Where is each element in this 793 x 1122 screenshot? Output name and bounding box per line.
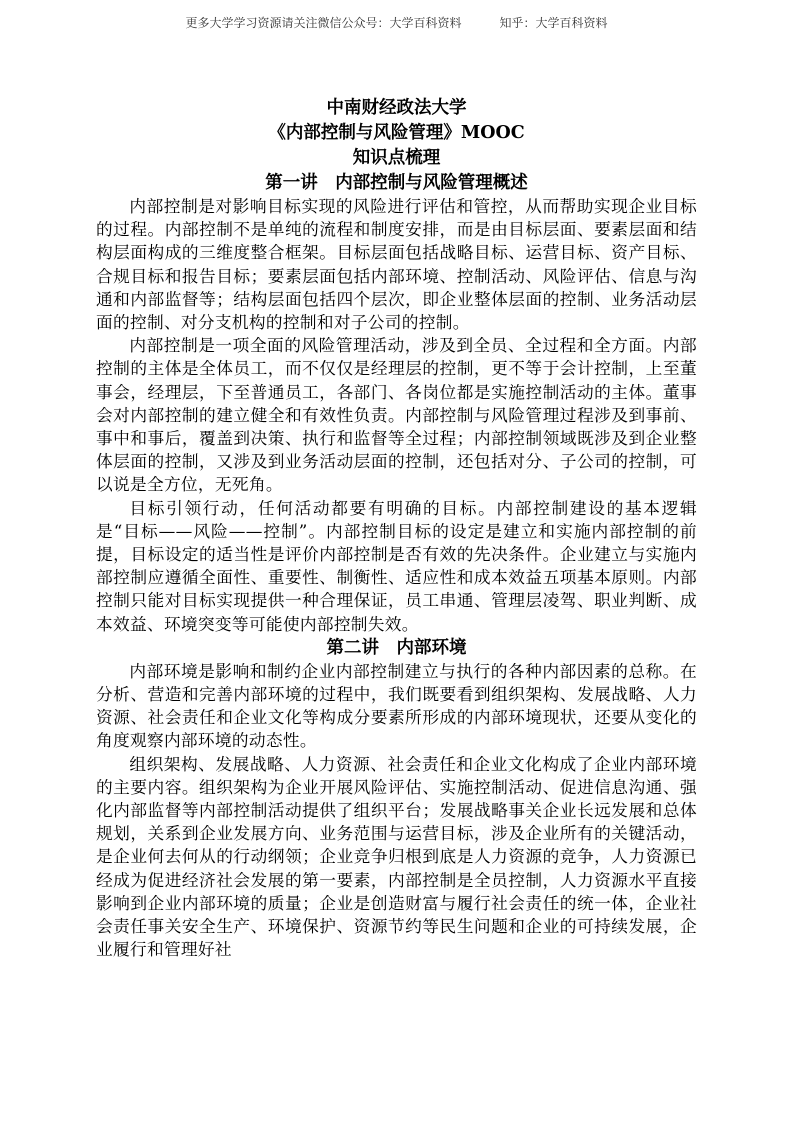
- document-subtitle: 知识点梳理: [352, 148, 441, 168]
- lecture-2-paragraph-2: 组织架构、发展战略、人力资源、社会责任和企业文化构成了企业内部环境的主要内容。组织架构为企业开展风险评估、实施控制活动、促进信息沟通、强化内部监督等内部控制活动提供了组织平台；发展战略事关企业长远发展和总体规划，关系到企业发展方向、业务范围与运营目标，涉及企业所有的关键活动，是企业何去何从的行动纲领；企业竞争归根到底是人力资源的竞争，人力资源已经成为促进经济社会发展的第一要素，内部控制是全员控制，人力资源水平直接影响到企业内部环境的质量；企业是创造财富与履行社会责任的统一体，企业社会责任事关安全生产、环境保护、资源节约等民生问题和企业的可持续发展，企业履行和管理好社: [96, 753, 697, 960]
- lecture-1-heading: 第一讲 内部控制与风险管理概述: [265, 173, 528, 193]
- lecture-2-heading: 第二讲 内部环境: [326, 637, 467, 658]
- header-zhihu-note: 知乎：大学百科资料: [499, 16, 608, 30]
- school-title: 中南财经政法大学: [326, 98, 467, 118]
- lecture-1-paragraph-2: 内部控制是一项全面的风险管理活动，涉及到全员、全过程和全方面。内部控制的主体是全体员工，而不仅仅是经理层的控制，更不等于会计控制，上至董事会，经理层，下至普通员工，各部门、各岗位都是实施控制活动的主体。董事会对内部控制的建立健全和有效性负责。内部控制与风险管理过程涉及到事前、事中和事后，覆盖到决策、执行和监督等全过程；内部控制领域既涉及到企业整体层面的控制，又涉及到业务活动层面的控制，还包括对分、子公司的控制，可以说是全方位，无死角。: [96, 335, 697, 495]
- header-wechat-note: 更多大学学习资源请关注微信公众号：大学百科资料: [185, 16, 462, 30]
- lecture-2-paragraph-1: 内部环境是影响和制约企业内部控制建立与执行的各种内部因素的总称。在分析、营造和完善内部环境的过程中，我们既要看到组织架构、发展战略、人力资源、社会责任和企业文化等构成分要素所形成的内部环境现状，还要从变化的角度观察内部环境的动态性。: [96, 660, 697, 751]
- lecture-1-paragraph-1: 内部控制是对影响目标实现的风险进行评估和管控，从而帮助实现企业目标的过程。内部控制不是单纯的流程和制度安排，而是由目标层面、要素层面和结构层面构成的三维度整合框架。目标层面包括战略目标、运营目标、资产目标、合规目标和报告目标；要素层面包括内部环境、控制活动、风险评估、信息与沟通和内部监督等；结构层面包括四个层次，即企业整体层面的控制、业务活动层面的控制、对分支机构的控制和对子公司的控制。: [96, 196, 697, 333]
- document-body: [96, 96, 697, 962]
- page-header: [0, 14, 793, 31]
- course-title: 《内部控制与风险管理》MOOC: [268, 123, 525, 143]
- lecture-1-paragraph-3: 目标引领行动，任何活动都要有明确的目标。内部控制建设的基本逻辑是“目标——风险——控制”。内部控制目标的设定是建立和实施内部控制的前提，目标设定的适当性是评价内部控制是否有效的先决条件。企业建立与实施内部控制应遵循全面性、重要性、制衡性、适应性和成本效益五项基本原则。内部控制只能对目标实现提供一种合理保证，员工串通、管理层凌驾、职业判断、成本效益、环境突变等可能使内部控制失效。: [96, 497, 697, 634]
